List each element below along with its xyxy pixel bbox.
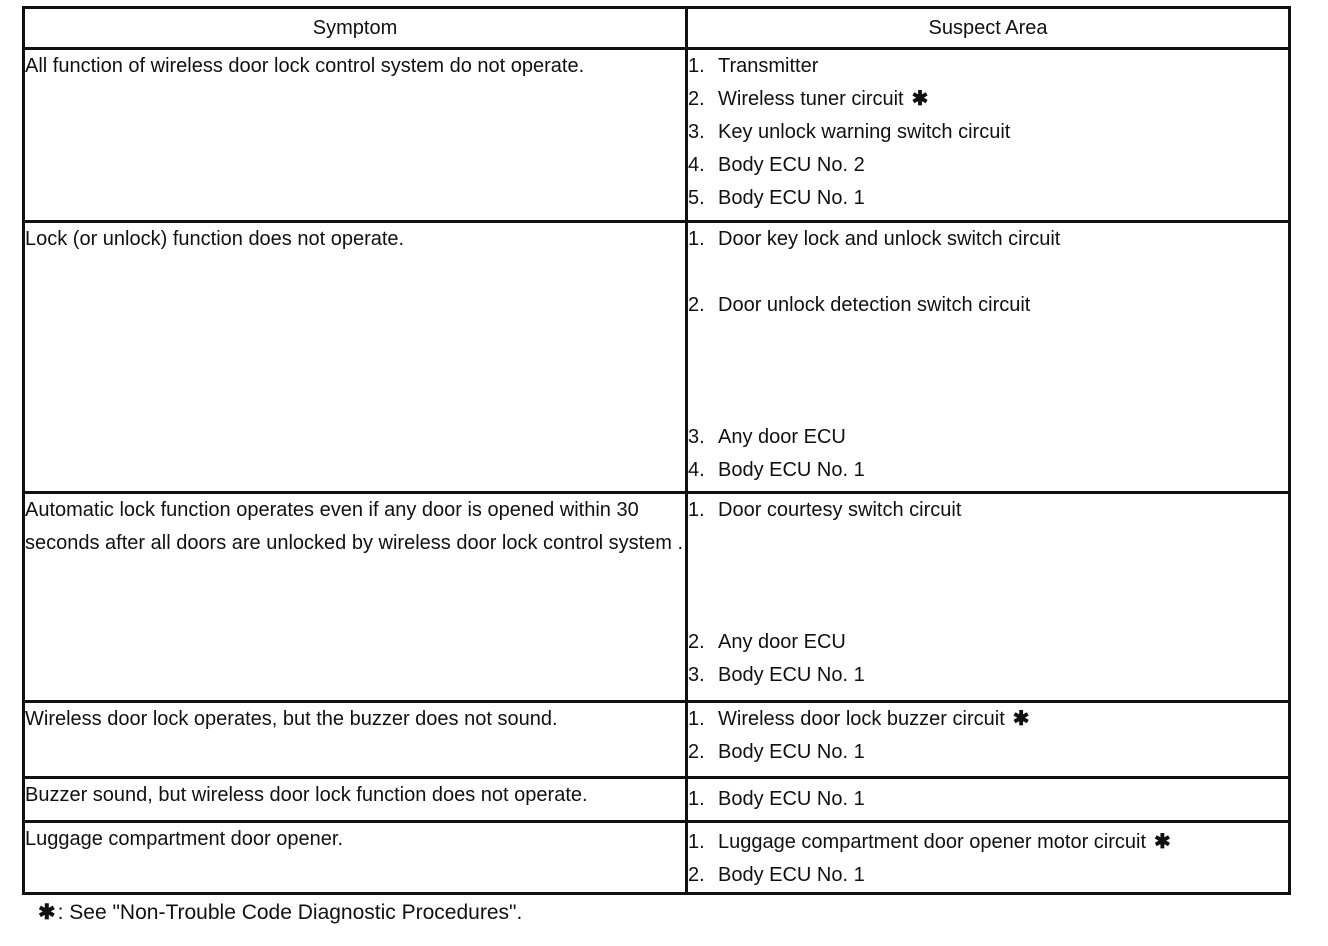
- problem-symptoms-table: [22, 6, 1291, 895]
- item-text: Any door ECU: [718, 631, 846, 653]
- suspect-area-cell: [687, 49, 1290, 222]
- item-number: 1.: [688, 55, 705, 77]
- symptom-cell: Buzzer sound, but wireless door lock function does not operate.: [24, 778, 687, 822]
- suspect-area-cell: [687, 222, 1290, 493]
- item-number: 2.: [688, 88, 705, 110]
- list-item: [688, 494, 1288, 527]
- list-spacer: [688, 527, 1288, 626]
- item-number: 1.: [688, 708, 705, 730]
- asterisk-icon: ✱: [1012, 708, 1030, 730]
- list-item: [688, 783, 1288, 816]
- item-number: 4.: [688, 459, 705, 481]
- suspect-area-cell: [687, 822, 1290, 894]
- table-row: [24, 222, 1290, 493]
- item-text: Door courtesy switch circuit: [718, 499, 962, 521]
- suspect-area-list: [688, 494, 1288, 692]
- table-row: [24, 778, 1290, 822]
- list-item: [688, 223, 1288, 256]
- suspect-area-cell: [687, 702, 1290, 778]
- asterisk-icon: ✱: [38, 901, 56, 924]
- item-number: 4.: [688, 154, 705, 176]
- symptom-cell: Lock (or unlock) function does not operate.: [24, 222, 687, 493]
- list-item: [688, 454, 1288, 487]
- item-text: Door unlock detection switch circuit: [718, 294, 1031, 316]
- item-text: Any door ECU: [718, 426, 846, 448]
- list-item: [688, 626, 1288, 659]
- item-text: Body ECU No. 1: [718, 864, 865, 886]
- suspect-area-cell: [687, 778, 1290, 822]
- item-text: Body ECU No. 2: [718, 154, 865, 176]
- item-number: 1.: [688, 831, 705, 853]
- item-number: 3.: [688, 664, 705, 686]
- header-suspect-area: Suspect Area: [687, 8, 1290, 49]
- item-number: 1.: [688, 499, 705, 521]
- list-item: [688, 83, 1288, 116]
- item-number: 3.: [688, 426, 705, 448]
- item-text: Body ECU No. 1: [718, 788, 865, 810]
- list-item: [688, 182, 1288, 215]
- suspect-area-list: [688, 703, 1288, 769]
- item-number: 2.: [688, 864, 705, 886]
- item-text: Door key lock and unlock switch circuit: [718, 228, 1061, 250]
- header-symptom: Symptom: [24, 8, 687, 49]
- list-item: [688, 736, 1288, 769]
- table-header-row: [24, 8, 1290, 49]
- suspect-area-list: [688, 223, 1288, 487]
- list-item: [688, 659, 1288, 692]
- item-number: 1.: [688, 228, 705, 250]
- symptom-cell: All function of wireless door lock control system do not operate.: [24, 49, 687, 222]
- item-number: 2.: [688, 294, 705, 316]
- list-item: [688, 859, 1288, 892]
- item-text: Transmitter: [718, 55, 819, 77]
- list-item: [688, 149, 1288, 182]
- asterisk-icon: ✱: [1154, 831, 1171, 853]
- symptom-cell: Wireless door lock operates, but the buzzer does not sound.: [24, 702, 687, 778]
- item-text: Wireless tuner circuit: [718, 88, 904, 110]
- list-item: [688, 703, 1288, 736]
- footnote: [38, 900, 522, 925]
- symptom-cell: Automatic lock function operates even if any door is opened within 30 seconds after all doors are unlocked by wireless door lock control system .: [24, 493, 687, 702]
- item-number: 5.: [688, 187, 705, 209]
- item-text: Body ECU No. 1: [718, 741, 865, 763]
- item-number: 2.: [688, 741, 705, 763]
- suspect-area-list: [688, 826, 1288, 892]
- table-row: [24, 493, 1290, 702]
- list-item: [688, 50, 1288, 83]
- list-item: [688, 289, 1288, 322]
- footnote-text: : See "Non-Trouble Code Diagnostic Procedures".: [57, 901, 523, 924]
- list-item: [688, 421, 1288, 454]
- table-row: [24, 822, 1290, 894]
- item-number: 3.: [688, 121, 705, 143]
- item-text: Body ECU No. 1: [718, 459, 865, 481]
- table-row: [24, 702, 1290, 778]
- asterisk-icon: ✱: [911, 88, 929, 110]
- item-text: Body ECU No. 1: [718, 664, 865, 686]
- list-spacer: [688, 322, 1288, 421]
- diagnostic-table-sheet: [22, 6, 1288, 895]
- item-number: 2.: [688, 631, 705, 653]
- symptom-cell: Luggage compartment door opener.: [24, 822, 687, 894]
- suspect-area-cell: [687, 493, 1290, 702]
- item-text: Wireless door lock buzzer circuit: [718, 708, 1005, 730]
- item-text: Body ECU No. 1: [718, 187, 865, 209]
- item-number: 1.: [688, 788, 705, 810]
- list-item: [688, 826, 1288, 859]
- suspect-area-list: [688, 50, 1288, 215]
- list-spacer: [688, 256, 1288, 289]
- item-text: Key unlock warning switch circuit: [718, 121, 1011, 143]
- suspect-area-list: [688, 783, 1288, 816]
- list-item: [688, 116, 1288, 149]
- item-text: Luggage compartment door opener motor circuit: [718, 831, 1147, 853]
- table-row: [24, 49, 1290, 222]
